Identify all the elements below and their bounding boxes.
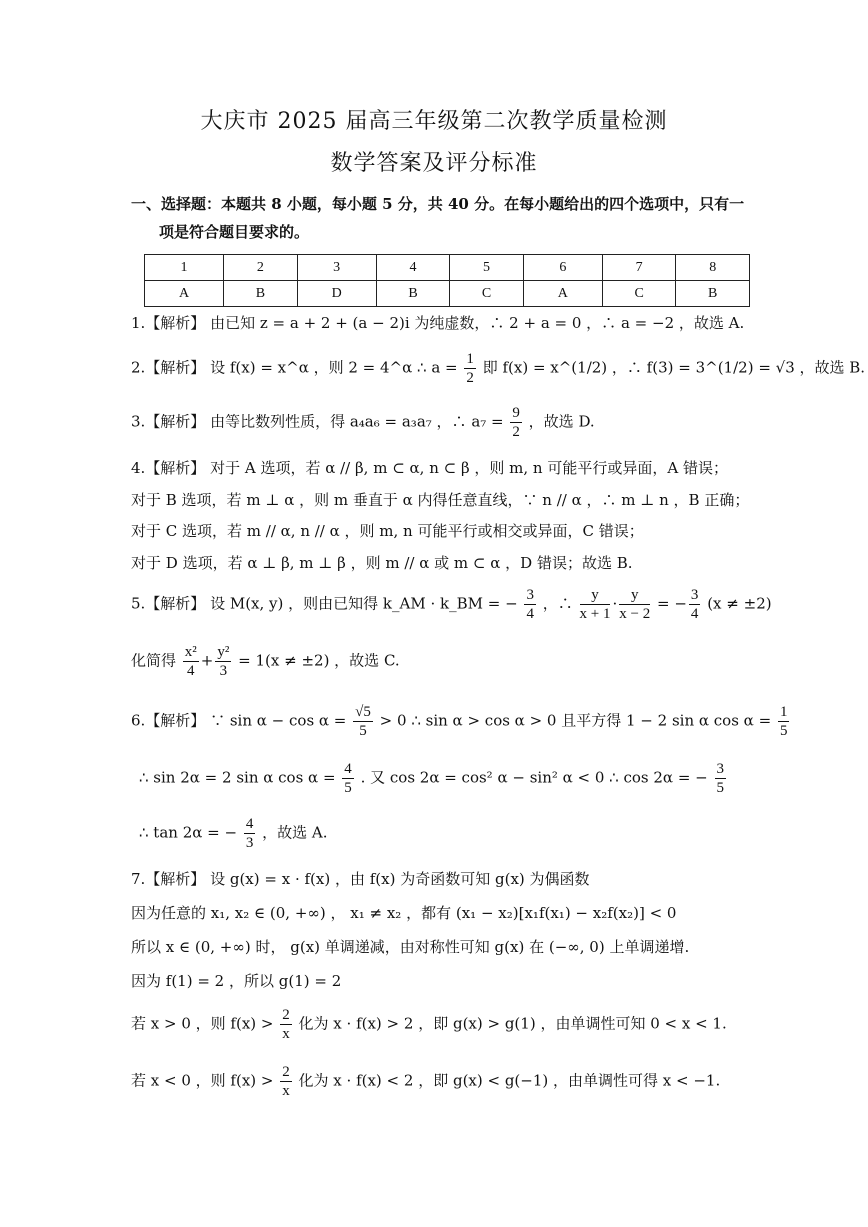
answer-cell: A (145, 281, 224, 307)
solution-q4-line4: 对于 D 选项，若 α ⊥ β, m ⊥ β ，则 m // α 或 m ⊂ α ，D 错误；故选 B. (131, 554, 633, 572)
solution-q3-text-pre: 3.【解析】 由等比数列性质，得 a₄a₆ = a₃a₇ ，∴ a₇ = (131, 412, 504, 431)
page-subtitle: 数学答案及评分标准 (330, 151, 538, 176)
solution-q7-line3: 所以 x ∈ (0, +∞) 时， g(x) 单调递减，由对称性可知 g(x) 在 (−∞, 0) 上单调递增. (131, 938, 690, 956)
section-heading (131, 190, 751, 246)
fraction-four-thirds: $\frac{4}{3}$ (245, 816, 254, 851)
solution-q6-line3-pre: ∴ tan 2α = − (139, 823, 238, 842)
question-number: 1 (145, 255, 224, 281)
question-number: 8 (676, 255, 750, 281)
fraction-y-over-x-minus-2: $\frac{y}{x - 2}$ (619, 587, 651, 622)
solution-q5-line2-pre: 化简得 (131, 651, 177, 670)
solution-q7-line2: 因为任意的 x₁, x₂ ∈ (0, +∞) ， x₁ ≠ x₂ ，都有 (x₁ − x₂)[x₁f(x₁) − x₂f(x₂)] < 0 (131, 904, 677, 922)
question-number: 4 (376, 255, 450, 281)
question-number: 6 (523, 255, 602, 281)
fraction-sqrt5-over-5: $\frac{√5}{5}$ (355, 704, 371, 739)
answer-cell: B (224, 281, 298, 307)
solution-q7-line5-post: 化为 x · f(x) > 2 ，即 g(x) > g(1) ，由单调性可知 0 < x < 1. (298, 1014, 727, 1033)
solution-q7-line5-pre: 若 x > 0 ，则 f(x) > (131, 1014, 274, 1033)
solution-q3-text-post: ，故选 D. (528, 412, 595, 431)
answer-cell: B (676, 281, 750, 307)
solution-q1: 1.【解析】 由已知 z = a + 2 + (a − 2)i 为纯虚数，∴ 2 + a = 0 ，∴ a = −2 ，故选 A. (131, 314, 745, 332)
answer-cell: C (450, 281, 524, 307)
section-heading-line2: 项是符合题目要求的。 (159, 223, 310, 241)
solution-q7-line1: 7.【解析】 设 g(x) = x · f(x) ，由 f(x) 为奇函数可知 g(x) 为偶函数 (131, 870, 590, 888)
answer-table-answer-row (145, 281, 750, 307)
section-heading-line1: 一、选择题：本题共 8 小题，每小题 5 分，共 40 分。在每小题给出的四个选项中，只有一 (131, 195, 745, 213)
solution-q4-line3: 对于 C 选项，若 m // α, n // α ，则 m, n 可能平行或相交或异面，C 错误； (131, 522, 644, 540)
solution-q5-text-pre: 5.【解析】 设 M(x, y) ，则由已知得 k_AM · k_BM = − (131, 594, 518, 613)
solution-q7-line6-post: 化为 x · f(x) < 2 ，即 g(x) < g(−1) ，由单调性可得 x < −1. (298, 1071, 721, 1090)
question-number: 3 (297, 255, 376, 281)
fraction-y-over-x-plus-1: $\frac{y}{x + 1}$ (579, 587, 611, 622)
solution-q5-line1: 5.【解析】 设 M(x, y) ，则由已知得 k_AM · k_BM = − $\frac{3}{4}$ ，∴ $\frac{y}{x + 1}$ · $\frac{y}{x - 2}$ = − $\frac{3}{4}$ (x ≠ ±2) (131, 587, 772, 622)
question-number: 5 (450, 255, 524, 281)
fraction-two-over-x: $\frac{2}{x}$ (282, 1007, 290, 1042)
answer-cell: A (523, 281, 602, 307)
solution-q5-text-post: (x ≠ ±2) (707, 594, 772, 613)
fraction-x2-over-4: $\frac{\text{x²}}{4}$ (184, 644, 197, 679)
fraction-three-quarters: $\frac{3}{4}$ (526, 587, 534, 622)
solution-q4-line2: 对于 B 选项，若 m ⊥ α ，则 m 垂直于 α 内得任意直线，∵ n // α ，∴ m ⊥ n ，B 正确； (131, 491, 750, 509)
fraction-three-quarters: $\frac{3}{4}$ (690, 587, 699, 622)
solution-q7-line6-pre: 若 x < 0 ，则 f(x) > (131, 1071, 274, 1090)
solution-q6-line3-post: ，故选 A. (262, 823, 328, 842)
question-number: 7 (602, 255, 676, 281)
answer-table-number-row (145, 255, 750, 281)
solution-q5-line2-post: = 1(x ≠ ±2) ，故选 C. (238, 651, 400, 670)
solution-q6-line2-post: . 又 cos 2α = cos² α − sin² α < 0 ∴ cos 2α = − (360, 768, 708, 787)
solution-q7-line6 (131, 1063, 720, 1100)
solution-q6-line2 (139, 760, 728, 797)
fraction-four-fifths: $\frac{4}{5}$ (344, 761, 352, 796)
solution-q6-line2-pre: ∴ sin 2α = 2 sin α cos α = (139, 768, 336, 787)
solution-q5-line2: 化简得 $\frac{\text{x²}}{4}$ + $\frac{\text{y²}}{3}$ = 1(x ≠ ±2) ，故选 C. (131, 644, 400, 679)
fraction-y2-over-3: $\frac{\text{y²}}{3}$ (217, 644, 230, 679)
solution-q6-line3 (139, 815, 328, 852)
solution-q3 (131, 404, 595, 441)
solution-q6-line1 (131, 703, 791, 740)
solution-q6-text-mid: > 0 ∴ sin α > cos α > 0 且平方得 1 − 2 sin α cos α = (379, 711, 772, 730)
fraction-one-half: $\frac{1}{2}$ (466, 351, 474, 386)
answer-table (144, 254, 750, 307)
solution-q6-text-pre: 6.【解析】 ∵ sin α − cos α = (131, 711, 347, 730)
fraction-nine-half: $\frac{9}{2}$ (512, 405, 520, 440)
answer-cell: D (297, 281, 376, 307)
answer-cell: C (602, 281, 676, 307)
solution-q2-text-post: 即 f(x) = x^(1/2) ，∴ f(3) = 3^(1/2) = √3 ，故选 B. (482, 358, 866, 377)
fraction-one-fifth: $\frac{1}{5}$ (779, 704, 788, 739)
question-number: 2 (224, 255, 298, 281)
fraction-two-over-x: $\frac{2}{x}$ (282, 1064, 290, 1099)
fraction-three-fifths: $\frac{3}{5}$ (716, 761, 725, 796)
solution-q7-line5 (131, 1006, 727, 1043)
answer-cell: B (376, 281, 450, 307)
solution-q7-line4: 因为 f(1) = 2 ，所以 g(1) = 2 (131, 972, 342, 990)
solution-q2 (131, 350, 865, 387)
solution-q4-line1: 4.【解析】 对于 A 选项，若 α // β, m ⊂ α, n ⊂ β ，则 m, n 可能平行或异面，A 错误； (131, 459, 728, 477)
solution-q5-text-mid: ，∴ (542, 594, 573, 613)
page-title: 大庆市 2025 届高三年级第二次教学质量检测 (200, 109, 668, 134)
solution-q2-text-pre: 2.【解析】 设 f(x) = x^α ，则 2 = 4^α ∴ a = (131, 358, 458, 377)
